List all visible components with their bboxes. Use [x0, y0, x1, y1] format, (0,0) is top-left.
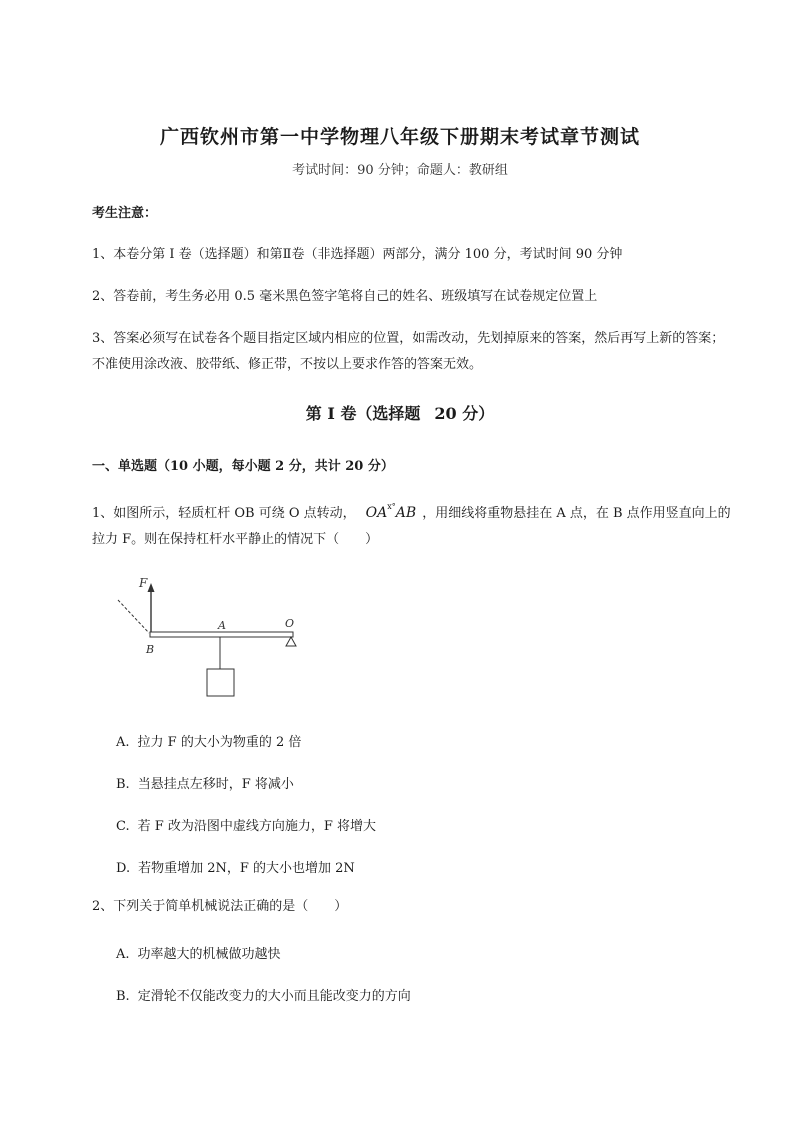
option-text: 拉力 F 的大小为物重的 2 倍 [137, 735, 302, 750]
lever-diagram [108, 573, 308, 705]
lever-bar [150, 632, 293, 637]
q2-option-a[interactable] [116, 943, 281, 962]
question-1-stem-part1: 1、如图所示，轻质杠杆 OB 可绕 O 点转动， [92, 506, 356, 521]
section-title [0, 401, 800, 424]
label-force: F [139, 576, 148, 590]
equation-left: OA [365, 505, 388, 521]
q2-option-b[interactable] [116, 985, 411, 1004]
option-letter: B. [116, 989, 130, 1004]
question-1-equation [365, 502, 417, 521]
section-title-text: 第 I 卷（选择题 [305, 404, 421, 423]
pivot-triangle [286, 637, 296, 646]
q1-option-b[interactable] [116, 773, 294, 792]
option-letter: B. [116, 777, 130, 792]
option-text: 当悬挂点左移时，F 将减小 [137, 777, 294, 792]
option-text: 功率越大的机械做功越快 [137, 947, 281, 962]
q1-option-c[interactable] [116, 815, 376, 834]
exam-info: 考试时间：90 分钟；命题人：教研组 [292, 163, 508, 178]
equation-right: AB [395, 505, 417, 521]
notice-item-1: 1、本卷分第 I 卷（选择题）和第Ⅱ卷（非选择题）两部分，满分 100 分，考试时间 90 分钟 [92, 247, 623, 262]
force-arrow-head [148, 583, 155, 592]
notice-item-2: 2、答卷前，考生务必用 0.5 毫米黑色签字笔将自己的姓名、班级填写在试卷规定位置上 [92, 289, 598, 304]
dashed-force-line [118, 600, 149, 633]
question-1-stem [92, 494, 732, 553]
section-score: 20 分） [434, 404, 495, 423]
option-letter: A. [116, 735, 130, 750]
option-letter: C. [116, 819, 130, 834]
notice-item-3: 3、答案必须写在试卷各个题目指定区域内相应的位置，如需改动，先划掉原来的答案，然后再写上新的答案；不准使用涂改液、胶带纸、修正带，不按以上要求作答的答案无效。 [92, 331, 725, 372]
equation-symbol: ⅹ° [387, 502, 396, 511]
hanging-weight [207, 669, 234, 696]
question-2-stem: 2、下列关于简单机械说法正确的是（ ） [92, 899, 348, 914]
q1-option-d[interactable] [116, 857, 355, 876]
option-text: 若 F 改为沿图中虚线方向施力，F 将增大 [137, 819, 377, 834]
option-text: 定滑轮不仅能改变力的大小而且能改变力的方向 [137, 989, 411, 1004]
q1-option-a[interactable] [116, 731, 301, 750]
option-letter: D. [116, 861, 131, 876]
label-point-a: A [218, 619, 226, 632]
option-letter: A. [116, 947, 130, 962]
question-1-stem-part2: ，用细线将重物悬挂在 A 点，在 B 点作用竖直向上的拉力 F。则在保持杠杆水平静止的情况下（ ） [92, 506, 731, 547]
label-point-b: B [146, 643, 155, 656]
page-title: 广西钦州市第一中学物理八年级下册期末考试章节测试 [159, 126, 640, 148]
notice-heading: 考生注意： [92, 206, 158, 221]
option-text: 若物重增加 2N，F 的大小也增加 2N [138, 861, 355, 876]
label-point-o: O [285, 617, 295, 630]
section-subheading: 一、单选题（10 小题，每小题 2 分，共计 20 分） [92, 459, 394, 474]
